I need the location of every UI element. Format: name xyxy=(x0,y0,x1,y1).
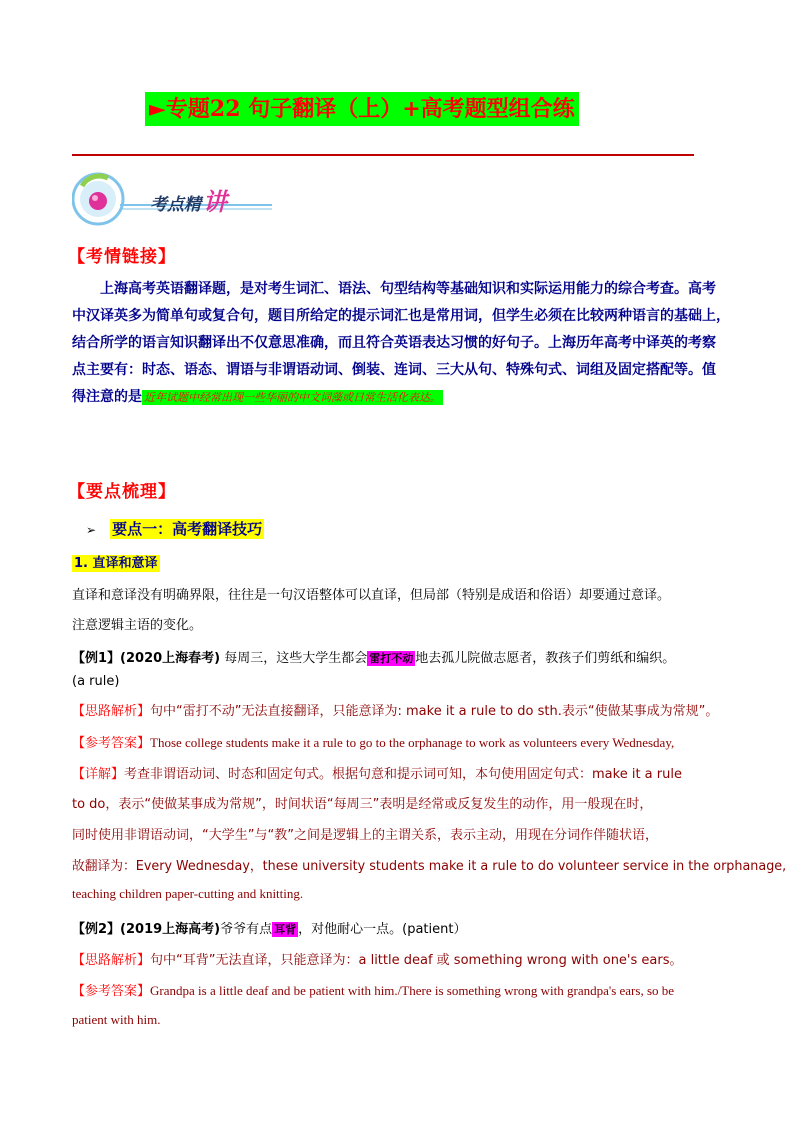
point1-heading: ➢ 要点一：高考翻译技巧 xyxy=(86,520,263,538)
title-divider xyxy=(72,154,694,156)
intro-line-4: 点主要有：时态、语态、谓语与非谓语动词、倒装、连词、三大从句、特殊句式、词组及固定搭配等。值 xyxy=(72,362,716,378)
intro-highlight: 近年试题中经常出现一些华丽的中文词藻或日常生活化表达。 xyxy=(144,391,441,404)
intro-line-5: 得注意的是 近年试题中经常出现一些华丽的中文词藻或日常生活化表达。 xyxy=(72,389,441,405)
example2-answer-cont: patient with him. xyxy=(72,1012,161,1027)
example1-detail-4: 故翻译为：Every Wednesday，these university students make it a rule to do volunteer service in the orphanage, xyxy=(72,859,787,874)
example1-detail-5: teaching children paper-cutting and knitting. xyxy=(72,886,304,901)
sub1-desc-1: 直译和意译没有明确界限，往往是一句汉语整体可以直译，但局部（特别是成语和俗语）却要通过意译。 xyxy=(72,588,671,603)
example1-detail-1: 【详解】考查非谓语动词、时态和固定句式。根据句意和提示词可知，本句使用固定句式：make it a rule xyxy=(72,767,682,782)
example1-answer: 【参考答案】Those college students make it a rule to go to the orphanage to work as volunteers every Wednesday, xyxy=(72,735,675,751)
example2-answer: 【参考答案】Grandpa is a little deaf and be patient with him./There is something wrong with grandpa's ears, so be xyxy=(72,983,675,999)
example1-question: 【例1】(2020上海春考) 每周三，这些大学生都会 雷打不动 地去孤儿院做志愿者，教孩子们剪纸和编织。 xyxy=(72,651,676,666)
badge-label: 考点精讲 xyxy=(150,187,227,216)
example2-highlight: 耳背 xyxy=(274,923,297,936)
example1-detail-2: to do，表示“使做某事成为常规”，时间状语“每周三”表明是经常或反复发生的动作，用一般现在时， xyxy=(72,797,653,812)
example2-analysis: 【思路解析】句中“耳背”无法直译，只能意译为：a little deaf 或 something wrong with one's ears。 xyxy=(72,953,683,968)
section-kaoqing-heading: 【考情链接】 xyxy=(68,247,176,267)
arrow-icon: ➢ xyxy=(86,523,97,537)
sub1-desc-2: 注意逻辑主语的变化。 xyxy=(72,618,203,633)
section-yaodian-heading: 【要点梳理】 xyxy=(68,482,176,502)
example1-analysis: 【思路解析】句中“雷打不动”无法直接翻译，只能意译为: make it a rule to do sth.表示“使做某事成为常规”。 xyxy=(72,704,719,719)
intro-line-2: 中汉译英多为简单句或复合句，题目所给定的提示词汇也是常用词，但学生必须在比较两种语言的基础上， xyxy=(72,308,730,324)
example2-question: 【例2】(2019上海高考)爷爷有点 耳背 ，对他耐心一点。(patient） xyxy=(72,922,467,937)
intro-line-1: 上海高考英语翻译题，是对考生词汇、语法、句型结构等基础知识和实际运用能力的综合考查。高考 xyxy=(100,281,716,297)
example1-hint: (a rule) xyxy=(72,674,120,689)
page-title: ►专题22 句子翻译（上）+高考题型组合练 xyxy=(145,92,579,126)
example1-highlight: 雷打不动 xyxy=(369,652,414,665)
sub1-heading: 1. 直译和意译 xyxy=(74,556,158,571)
intro-line-3: 结合所学的语言知识翻译出不仅意思准确，而且符合英语表达习惯的好句子。上海历年高考中译英的考察 xyxy=(72,335,716,351)
example1-detail-3: 同时使用非谓语动词，“大学生”与“教”之间是逻辑上的主谓关系，表示主动，用现在分词作伴随状语， xyxy=(72,828,658,843)
